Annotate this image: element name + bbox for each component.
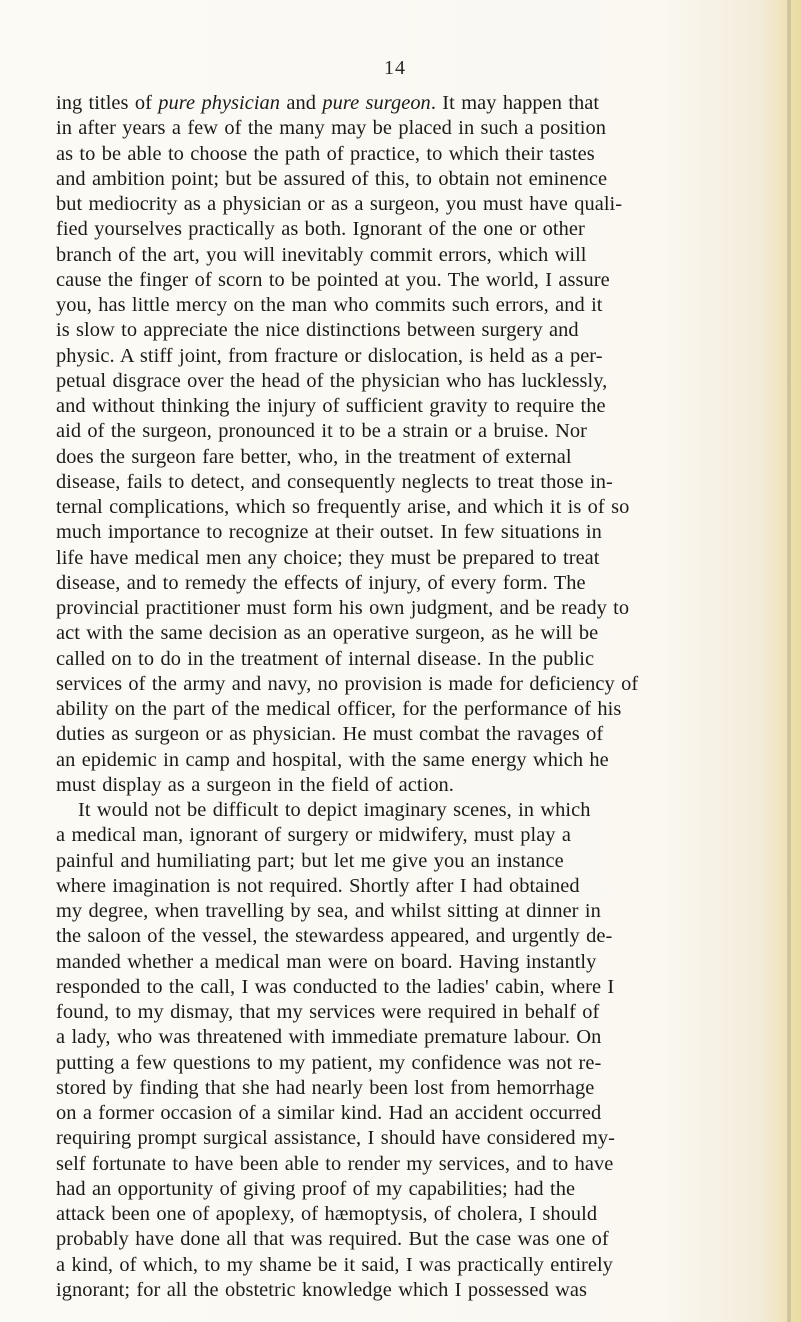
text-line: [56, 519, 752, 546]
text-line: [56, 873, 752, 900]
text-segment: much importance to recognize at their outset. In few situations in: [56, 521, 602, 544]
text-line: [56, 696, 752, 723]
text-line: [56, 898, 752, 925]
text-segment: ternal complications, which so frequently arise, and which it is of so: [56, 496, 630, 518]
text-segment: must display as a surgeon in the field of action.: [56, 773, 454, 796]
text-segment: provincial practitioner must form his own judgment, and be ready to: [56, 597, 630, 619]
text-segment: ability on the part of the medical officer, for the performance of his: [56, 698, 622, 720]
text-segment: disease, and to remedy the effects of injury, of every form. The: [56, 571, 586, 594]
text-line: [56, 595, 752, 622]
text-segment: disease, fails to detect, and consequently neglects to treat those in-: [56, 470, 613, 493]
text-line: [56, 1277, 752, 1304]
text-segment: where imagination is not required. Shortly after I had obtained: [56, 874, 580, 897]
text-segment: in after years a few of the many may be placed in such a position: [56, 117, 607, 140]
text-segment: is slow to appreciate the nice distinctions between surgery and: [56, 319, 579, 342]
text-line: [56, 115, 752, 142]
text-segment: stored by finding that she had nearly been lost from hemorrhage: [56, 1076, 595, 1099]
text-line: [56, 1226, 752, 1253]
text-line: [56, 166, 752, 193]
text-line: [56, 267, 752, 294]
text-line: [56, 292, 752, 319]
text-segment: . It may happen that: [430, 92, 600, 114]
text-segment: an epidemic in camp and hospital, with the same energy which he: [56, 748, 609, 771]
text-segment: pure physician: [158, 92, 281, 114]
text-segment: manded whether a medical man were on board. Having instantly: [56, 950, 597, 973]
text-segment: It would not be difficult to depict imaginary scenes, in which: [78, 799, 591, 821]
text-line: [56, 999, 752, 1026]
text-segment: the saloon of the vessel, the stewardess appeared, and urgently de-: [56, 925, 613, 948]
text-segment: services of the army and navy, no provision is made for deficiency of: [56, 672, 639, 695]
text-line: [56, 191, 752, 218]
text-segment: requiring prompt surgical assistance, I should have considered my-: [56, 1127, 615, 1150]
text-segment: responded to the call, I was conducted to the ladies' cabin, where I: [56, 975, 615, 998]
text-line: [56, 494, 752, 521]
text-segment: branch of the art, you will inevitably commit errors, which will: [56, 243, 587, 266]
text-line: [56, 1201, 752, 1228]
page-edge-shadow: [759, 0, 801, 1322]
text-segment: aid of the surgeon, pronounced it to be a strain or a bruise. Nor: [56, 420, 587, 443]
text-line: [56, 1050, 752, 1077]
text-segment: putting a few questions to my patient, my confidence was not re-: [56, 1051, 602, 1074]
text-segment: painful and humiliating part; but let me give you an instance: [56, 849, 564, 872]
text-segment: life have medical men any choice; they must be prepared to treat: [56, 546, 600, 569]
text-line: [56, 418, 752, 445]
text-segment: self fortunate to have been able to render my services, and to have: [56, 1152, 614, 1175]
text-line: [56, 1151, 752, 1178]
text-segment: act with the same decision as an operative surgeon, as he will be: [56, 622, 599, 645]
text-line: [56, 368, 752, 395]
text-segment: ignorant; for all the obstetric knowledge which I possessed was: [56, 1278, 587, 1301]
text-line: [56, 1100, 752, 1127]
text-segment: petual disgrace over the head of the physician who has lucklessly,: [56, 369, 608, 392]
text-line: [56, 721, 752, 748]
text-segment: probably have done all that was required. But the case was one of: [56, 1228, 609, 1251]
text-line: [56, 646, 752, 673]
text-segment: fied yourselves practically as both. Ignorant of the one or other: [56, 218, 585, 241]
text-line: [56, 545, 752, 572]
text-line: [56, 317, 752, 344]
text-line: [56, 1176, 752, 1203]
text-segment: and: [280, 92, 323, 114]
text-line: [56, 848, 752, 875]
text-segment: pure surgeon: [322, 92, 431, 114]
text-line: [56, 469, 752, 496]
text-line: [56, 242, 752, 269]
text-segment: a lady, who was threatened with immediate premature labour. On: [56, 1026, 602, 1049]
text-line: [56, 570, 752, 597]
text-line: [56, 923, 752, 950]
text-segment: called on to do in the treatment of internal disease. In the public: [56, 647, 595, 670]
text-line: [56, 949, 752, 976]
text-segment: physic. A stiff joint, from fracture or dislocation, is held as a per-: [56, 344, 603, 367]
text-segment: and without thinking the injury of sufficient gravity to require the: [56, 395, 606, 417]
text-line: [56, 1252, 752, 1279]
text-line: [56, 772, 752, 799]
text-line: [56, 822, 752, 849]
text-segment: a medical man, ignorant of surgery or midwifery, must play a: [56, 824, 571, 847]
text-segment: does the surgeon fare better, who, in the treatment of external: [56, 445, 572, 468]
text-line: [56, 974, 752, 1001]
text-segment: as to be able to choose the path of practice, to which their tastes: [56, 142, 595, 165]
text-line: [56, 797, 774, 824]
text-segment: cause the finger of scorn to be pointed at you. The world, I assure: [56, 268, 610, 291]
text-segment: ing titles of: [56, 92, 159, 114]
text-segment: attack been one of apoplexy, of hæmoptysis, of cholera, I should: [56, 1203, 598, 1225]
text-line: [56, 141, 752, 168]
text-segment: duties as surgeon or as physician. He must combat the ravages of: [56, 723, 604, 746]
text-line: [56, 620, 752, 647]
text-line: [56, 1075, 752, 1102]
text-line: [56, 90, 752, 117]
text-line: [56, 216, 752, 243]
text-line: [56, 747, 752, 774]
text-segment: my degree, when travelling by sea, and whilst sitting at dinner in: [56, 900, 601, 922]
text-line: [56, 343, 752, 370]
text-segment: found, to my dismay, that my services were required in behalf of: [56, 1001, 600, 1023]
page-number: 14: [384, 57, 406, 79]
text-segment: a kind, of which, to my shame be it said, I was practically entirely: [56, 1253, 613, 1276]
text-line: [56, 1024, 752, 1051]
text-segment: had an opportunity of giving proof of my capabilities; had the: [56, 1177, 576, 1200]
text-segment: but mediocrity as a physician or as a surgeon, you must have quali-: [56, 193, 623, 215]
text-line: [56, 393, 752, 420]
text-line: [56, 1125, 752, 1152]
text-segment: you, has little mercy on the man who commits such errors, and it: [56, 294, 603, 316]
text-line: [56, 444, 752, 471]
text-line: [56, 671, 752, 698]
text-segment: and ambition point; but be assured of this, to obtain not eminence: [56, 167, 608, 190]
text-segment: on a former occasion of a similar kind. Had an accident occurred: [56, 1102, 602, 1124]
